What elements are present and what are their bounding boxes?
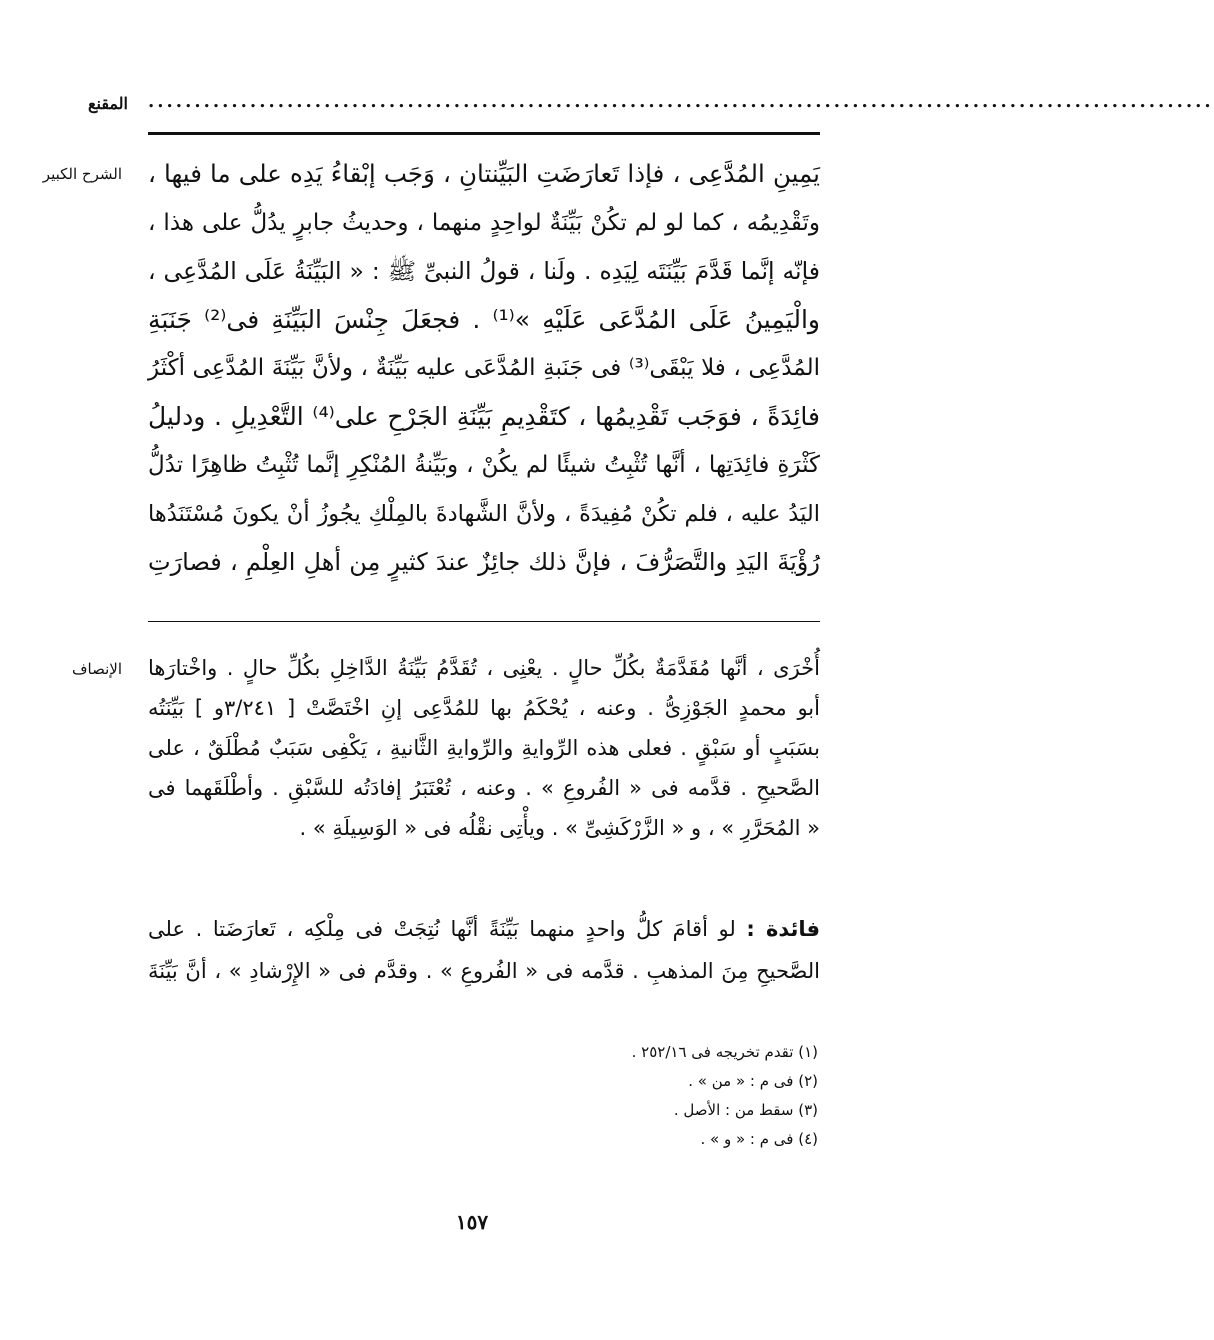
footnote: (١) تقدم تخريجه فى ٢٥٢/١٦ . xyxy=(631,1043,818,1061)
footnote: (٤) فى م : « و » . xyxy=(700,1130,818,1148)
section-divider xyxy=(148,621,820,622)
faida-block xyxy=(148,908,820,992)
sharh-line: كَثْرَةِ فائِدَتِها ، أنَّها تُثْبِتُ شيئًا لم يكُنْ ، وبَيِّنةُ المُنْكِرِ إنَّما تُثْبِتُ ظاهِرًا تدُلُّ xyxy=(148,452,820,478)
faida-label: فائدة : xyxy=(746,917,821,941)
header-rule xyxy=(148,132,820,135)
insaf-line: أبو محمدٍ الجَوْزِىُّ . وعنه ، يُحْكَمُ بها للمُدَّعِى إنِ اخْتَصَّتْ [ ٣/٢٤١و ] بَيِّنَتُه xyxy=(148,696,820,720)
insaf-line: الصَّحيحِ . قدَّمه فى « الفُروعِ » . وعنه ، تُعْتَبَرُ إفادَتُه للسَّبْقِ . وأطْلَقَهما فى xyxy=(148,776,820,800)
side-label-insaf: الإنصاف xyxy=(71,660,122,678)
sharh-line: والْيَمِينُ عَلَى المُدَّعَى عَلَيْهِ »⁽¹⁾ . فجعَلَ جِنْسَ البَيِّنَةِ فى⁽²⁾ جَنَبَةِ xyxy=(148,304,820,334)
header-dotted-leader: ................................................................................................................... xyxy=(148,91,1214,112)
insaf-line: بسَبَبٍ أو سَبْقٍ . فعلى هذه الرِّوايةِ والرِّوايةِ الثَّانيةِ ، يَكْفِى سَبَبٌ مُطْلَقٌ ، على xyxy=(148,736,820,760)
sharh-line: وتَقْدِيمُه ، كما لو لم تكُنْ بَيِّنَةٌ لواحِدٍ منهما ، وحديثُ جابرٍ يدُلُّ على هذا ، xyxy=(148,209,820,236)
insaf-line: أُخْرَى ، أنَّها مُقَدَّمَةٌ بكُلِّ حالٍ . يعْنِى ، تُقَدَّمُ بَيِّنَةُ الدَّاخِلِ بكُلِّ حالٍ . واخْتارَها xyxy=(148,656,820,680)
sharh-line: المُدَّعِى ، فلا يَبْقَى⁽³⁾ فى جَنَبةِ المُدَّعَى عليه بَيِّنَةٌ ، ولأنَّ بَيِّنَةَ المُدَّعِى أكْثَرُ xyxy=(148,355,820,381)
sharh-line: يَمِينِ المُدَّعِى ، فإذا تَعارَضَتِ البَيِّنتانِ ، وَجَب إبْقاءُ يَدِه على ما فيها ، xyxy=(148,159,820,188)
sharh-text-block xyxy=(148,150,820,587)
sharh-line: فائِدَةً ، فوَجَب تَقْدِيمُها ، كتَقْدِيمِ بَيِّنَةِ الجَرْحِ على⁽⁴⁾ التَّعْدِيلِ . ودليلُ xyxy=(148,401,820,431)
faida-text: لو أقامَ كلُّ واحدٍ منهما بَيِّنَةً أنَّها نُتِجَتْ فى مِلْكِه ، تَعارَضَتا . على xyxy=(148,917,736,941)
side-label-sharh: الشرح الكبير xyxy=(42,165,122,183)
insaf-text-block xyxy=(148,648,820,848)
faida-line xyxy=(148,908,820,950)
sharh-line: اليَدُ عليه ، فلم تكُنْ مُفِيدَةً ، ولأنَّ الشَّهادةَ بالمِلْكِ يجُوزُ أنْ يكونَ مُسْتَنَدُها xyxy=(148,500,820,527)
insaf-line: « المُحَرَّرِ » ، و « الزَّرْكَشِىِّ » . ويأْتِى نقْلُه فى « الوَسِيلَةِ » . xyxy=(299,816,820,840)
sharh-line: فإنّه إنَّما قَدَّمَ بَيِّنَتَه لِيَدِه . ولَنا ، قولُ النبىِّ ﷺ : « البَيِّنَةُ عَلَى المُدَّعِى ، xyxy=(148,257,820,285)
book-title-header: المقنع xyxy=(87,94,128,113)
faida-line: الصَّحيحِ مِنَ المذهبِ . قدَّمه فى « الفُروعِ » . وقدَّم فى « الإِرْشادِ » ، أنَّ بَيِّنَةَ xyxy=(148,959,820,983)
sharh-line: رُؤْيَةَ اليَدِ والتَّصَرُّفَ ، فإنَّ ذلك جائِزٌ عندَ كثيرٍ مِن أهلِ العِلْمِ ، فصارَتِ xyxy=(148,548,820,576)
footnote: (٢) فى م : « من » . xyxy=(688,1072,818,1090)
footnote: (٣) سقط من : الأصل . xyxy=(673,1101,818,1119)
footnotes xyxy=(548,1038,818,1154)
page-number: ١٥٧ xyxy=(455,1210,489,1234)
